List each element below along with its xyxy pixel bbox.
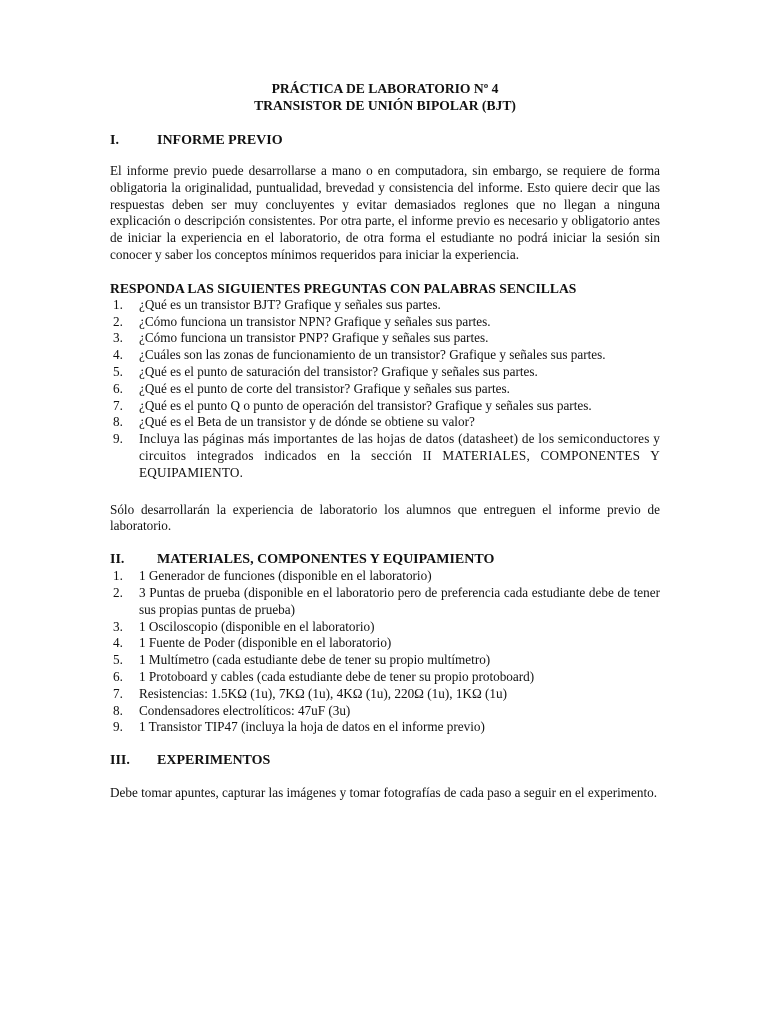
section-heading-informe-previo <box>110 132 660 149</box>
list-item <box>110 585 660 619</box>
section-title: EXPERIMENTOS <box>157 753 271 769</box>
list-item-text: ¿Qué es el punto de corte del transistor? Grafique y señales sus partes. <box>139 380 510 396</box>
section-heading-materiales <box>110 551 660 568</box>
document-title-line1: PRÁCTICA DE LABORATORIO Nº 4 <box>271 81 499 96</box>
list-item-text: 1 Protoboard y cables (cada estudiante debe de tener su propio protoboard) <box>139 668 535 684</box>
list-item <box>110 703 660 720</box>
list-item-text: ¿Qué es un transistor BJT? Grafique y señales sus partes. <box>139 296 441 312</box>
informe-previo-paragraph: El informe previo puede desarrollarse a mano o en computadora, sin embargo, se requiere de forma obligatoria la originalidad, puntualidad, brevedad y consistencia del informe. Esto quiere decir que las respuestas deben ser muy concluyentes y evitar demasiados reglones que no llegan a ninguna explicación o descripción consistentes. Por otra parte, el informe previo es necesario y obligatorio antes de iniciar la experiencia en el laboratorio, de otra forma el estudiante no podrá iniciar la sesión sin conocer y saber los conceptos mínimos requeridos para iniciar la experiencia. <box>110 163 660 262</box>
list-item-text: 1 Multímetro (cada estudiante debe de tener su propio multímetro) <box>139 652 491 668</box>
list-item-text: ¿Cómo funciona un transistor NPN? Grafique y señales sus partes. <box>139 313 491 329</box>
list-item <box>110 686 660 703</box>
section-title: MATERIALES, COMPONENTES Y EQUIPAMIENTO <box>157 552 495 568</box>
list-item-text: 1 Fuente de Poder (disponible en el laboratorio) <box>139 635 392 651</box>
list-item <box>110 414 660 431</box>
list-marker: 3. <box>113 618 123 634</box>
list-marker: 7. <box>113 685 123 701</box>
list-marker: 9. <box>113 431 123 447</box>
section-number: III. <box>110 753 130 769</box>
list-item-text: ¿Qué es el Beta de un transistor y de dónde se obtiene su valor? <box>139 414 475 430</box>
list-item <box>110 431 660 481</box>
list-item-text: 3 Puntas de prueba (disponible en el laboratorio pero de preferencia cada estudiante debe de tener sus propias puntas de prueba) <box>139 584 660 617</box>
list-item <box>110 619 660 636</box>
list-item <box>110 330 660 347</box>
list-marker: 4. <box>113 635 123 651</box>
list-marker: 2. <box>113 313 123 329</box>
list-item <box>110 635 660 652</box>
experimentos-paragraph: Debe tomar apuntes, capturar las imágenes y tomar fotografías de cada paso a seguir en el experimento. <box>110 785 658 801</box>
document-title-line2: TRANSISTOR DE UNIÓN BIPOLAR (BJT) <box>254 98 516 113</box>
list-marker: 8. <box>113 702 123 718</box>
list-marker: 8. <box>113 414 123 430</box>
section-number: II. <box>110 552 125 568</box>
list-marker: 5. <box>113 652 123 668</box>
list-item-text: 1 Generador de funciones (disponible en el laboratorio) <box>139 568 432 584</box>
list-item <box>110 719 660 736</box>
list-marker: 3. <box>113 330 123 346</box>
list-item <box>110 669 660 686</box>
list-marker: 1. <box>113 568 123 584</box>
list-item-text: ¿Qué es el punto de saturación del transistor? Grafique y señales sus partes. <box>139 363 538 379</box>
list-item <box>110 297 660 314</box>
list-item-text: 1 Transistor TIP47 (incluya la hoja de datos en el informe previo) <box>139 719 485 735</box>
list-marker: 4. <box>113 347 123 363</box>
list-item-text: Incluya las páginas más importantes de las hojas de datos (datasheet) de los semiconductores y circuitos integrados indicados en la sección II MATERIALES, COMPONENTES Y EQUIPAMIENTO. <box>139 431 660 480</box>
list-item <box>110 381 660 398</box>
list-marker: 7. <box>113 397 123 413</box>
list-item <box>110 652 660 669</box>
questions-list <box>110 297 660 482</box>
list-marker: 6. <box>113 380 123 396</box>
closing-paragraph: Sólo desarrollarán la experiencia de laboratorio los alumnos que entreguen el informe previo de laboratorio. <box>110 501 660 534</box>
list-marker: 9. <box>113 719 123 735</box>
list-item-text: ¿Cómo funciona un transistor PNP? Grafique y señales sus partes. <box>139 330 489 346</box>
list-item-text: Condensadores electrolíticos: 47uF (3u) <box>139 702 351 718</box>
questions-heading: RESPONDA LAS SIGUIENTES PREGUNTAS CON PALABRAS SENCILLAS <box>110 280 577 296</box>
materials-list <box>110 568 660 736</box>
list-item <box>110 364 660 381</box>
list-marker: 5. <box>113 363 123 379</box>
list-item-text: Resistencias: 1.5KΩ (1u), 7KΩ (1u), 4KΩ (1u), 220Ω (1u), 1KΩ (1u) <box>139 685 508 701</box>
list-item-text: 1 Osciloscopio (disponible en el laboratorio) <box>139 618 375 634</box>
list-marker: 1. <box>113 296 123 312</box>
list-item <box>110 347 660 364</box>
list-item-text: ¿Qué es el punto Q o punto de operación del transistor? Grafique y señales sus partes. <box>139 397 592 413</box>
list-item-text: ¿Cuáles son las zonas de funcionamiento de un transistor? Grafique y señales sus partes. <box>139 347 606 363</box>
list-marker: 2. <box>113 584 123 600</box>
list-item <box>110 568 660 585</box>
list-marker: 6. <box>113 668 123 684</box>
section-title: INFORME PREVIO <box>157 133 283 148</box>
section-heading-experimentos <box>110 752 660 769</box>
list-item <box>110 398 660 415</box>
section-number: I. <box>110 133 119 148</box>
list-item <box>110 314 660 331</box>
